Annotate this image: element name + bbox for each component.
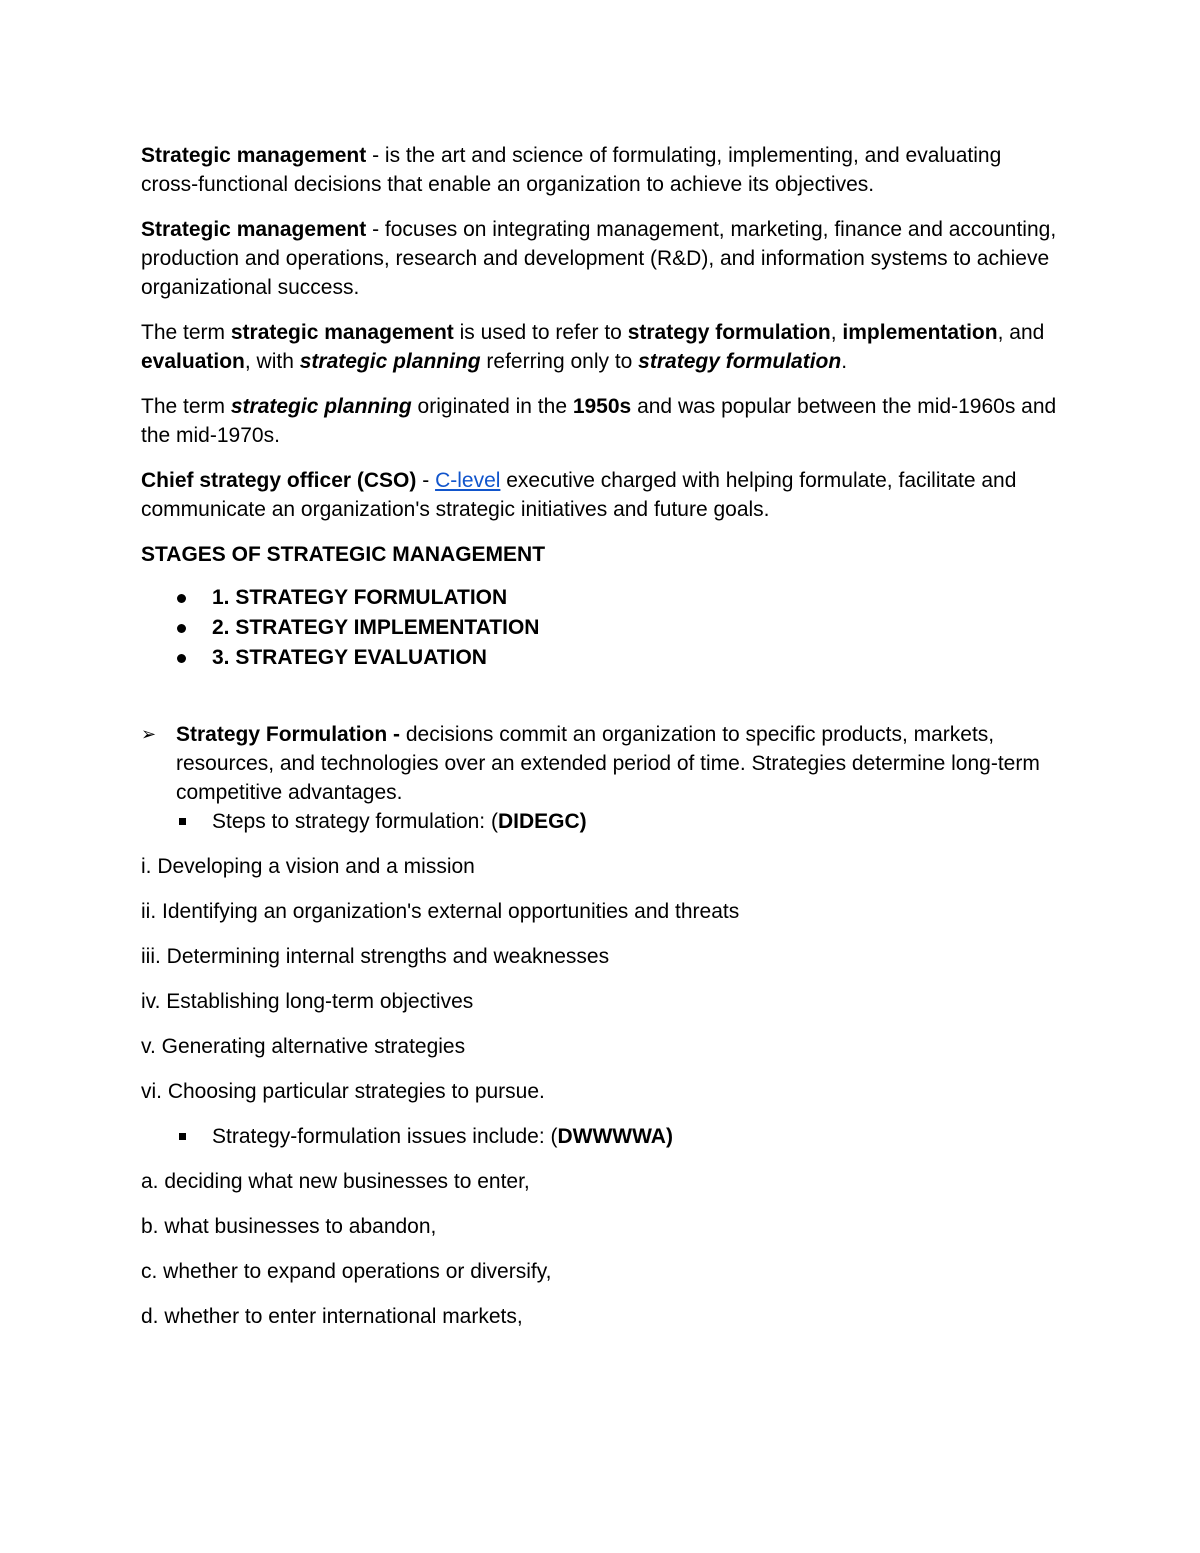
bold-text: implementation [842,321,998,344]
paragraph-text: executive charged with helping formulate, facilitate and communicate an organization's strategic initiatives and future goals. [141,469,1017,521]
spacer [141,673,1061,720]
bold-italic-text: strategic planning [230,395,412,418]
c-level-link[interactable]: C-level [435,469,501,492]
steps-list [141,852,1061,1106]
text: is used to refer to [453,321,628,344]
text: Steps to strategy formulation: ( [212,810,498,833]
list-item: vi. Choosing particular strategies to pursue. [141,1080,545,1103]
text: and was popular between the mid-1960s and the mid-1970s. [141,395,1057,447]
steps-item [141,807,1061,836]
issues-item [141,1122,1061,1151]
list-item: i. Developing a vision and a mission [141,855,475,878]
list-item: iv. Establishing long-term objectives [141,990,474,1013]
document-body [141,141,1061,1347]
list-item: ii. Identifying an organization's external opportunities and threats [141,900,740,923]
term-bold: Strategic management [141,218,367,241]
list-item-text: 2. STRATEGY IMPLEMENTATION [212,616,540,639]
stages-list [141,583,1061,673]
term-bold: Chief strategy officer (CSO) [141,469,417,492]
text: originated in the [411,395,573,418]
text: referring only to [480,350,639,373]
term-bold: Strategic management [141,144,367,167]
list-item: a. deciding what new businesses to enter, [141,1170,530,1193]
formulation-item [141,720,1061,807]
paragraph-text: decisions commit an organization to specific products, markets, resources, and technologies over an extended period of time. Strategies determine long-term competitive advantages. [176,723,1040,804]
paragraph-text: - focuses on integrating management, marketing, finance and accounting, production and operations, research and development (R&D), and information systems to achieve organizational success. [141,218,1057,299]
paragraph-history [141,392,1061,450]
bold-text: 1950s [572,395,632,418]
arrow-bullet-icon: ➢ [141,724,157,744]
list-item-text: 3. STRATEGY EVALUATION [212,646,487,669]
list-item [141,613,1061,643]
square-bullet-icon [179,1133,186,1140]
list-item: v. Generating alternative strategies [141,1035,466,1058]
bold-text: evaluation [141,350,245,373]
bold-italic-text: strategic planning [299,350,481,373]
list-item-text: 1. STRATEGY FORMULATION [212,586,508,609]
list-item [141,643,1061,673]
issues-list [141,1167,1061,1331]
text: , [830,321,843,344]
bold-italic-text: strategy formulation [638,350,842,373]
list-item [141,583,1061,613]
stages-heading: STAGES OF STRATEGIC MANAGEMENT [141,543,546,566]
bold-text: DIDEGC) [497,810,587,833]
text: . [841,350,848,373]
text: , and [997,321,1045,344]
square-bullet-icon [179,818,186,825]
paragraph-term-usage [141,318,1061,376]
text: Strategy-formulation issues include: ( [212,1125,558,1148]
text: The term [141,321,231,344]
bold-text: strategic management [230,321,454,344]
bold-text: Strategy Formulation - [176,723,401,746]
paragraph-definition-2 [141,215,1061,302]
text: The term [141,395,231,418]
paragraph-definition-1 [141,141,1061,199]
bullet-icon [177,624,186,633]
bold-text: strategy formulation [627,321,831,344]
bullet-icon [177,594,186,603]
list-item: b. what businesses to abandon, [141,1215,437,1238]
list-item: c. whether to expand operations or diversify, [141,1260,552,1283]
bold-text: DWWWWA) [557,1125,673,1148]
paragraph-text: - is the art and science of formulating, implementing, and evaluating cross-functional decisions that enable an organization to achieve its objectives. [141,144,1002,196]
paragraph-cso [141,466,1061,524]
list-item: d. whether to enter international markets, [141,1305,523,1328]
text: , with [244,350,300,373]
list-item: iii. Determining internal strengths and weaknesses [141,945,610,968]
bullet-icon [177,654,186,663]
text: - [416,469,436,492]
